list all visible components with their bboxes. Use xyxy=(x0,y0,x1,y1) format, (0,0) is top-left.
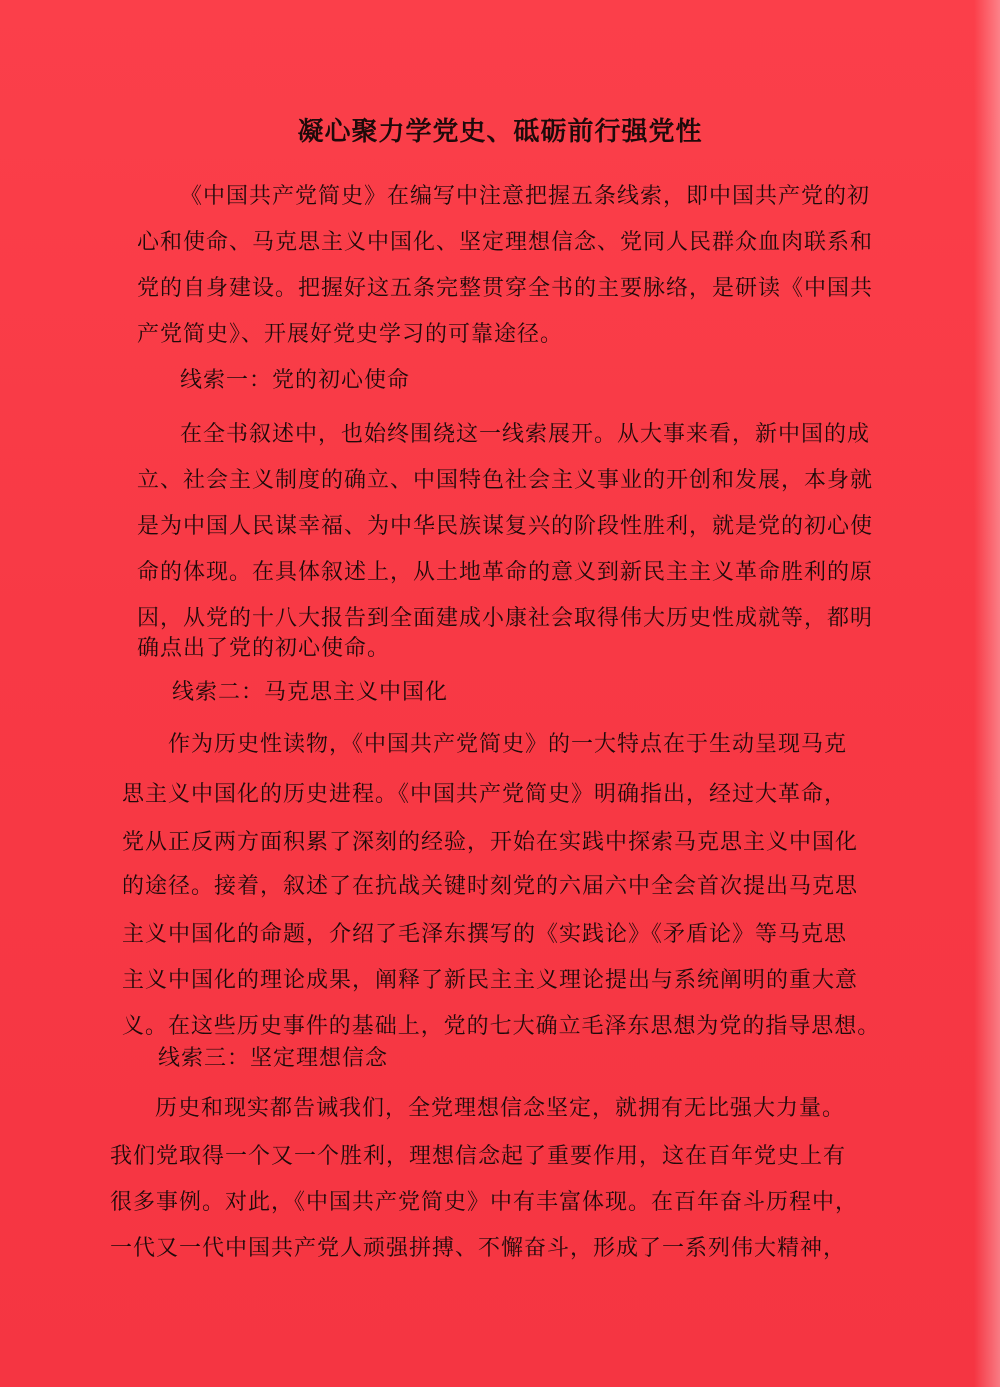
text-line: 因，从党的十八大报告到全面建成小康社会取得伟大历史性成就等，都明 xyxy=(137,606,874,631)
section-heading-clue-1: 线索一：党的初心使命 xyxy=(180,368,411,393)
text-line: 义。在这些历史事件的基础上，党的七大确立毛泽东思想为党的指导思想。 xyxy=(122,1014,881,1039)
text-line: 作为历史性读物，《中国共产党简史》的一大特点在于生动呈现马克 xyxy=(168,732,848,757)
text-line: 命的体现。在具体叙述上，从土地革命的意义到新民主主义革命胜利的原 xyxy=(137,560,874,585)
text-line: 确点出了党的初心使命。 xyxy=(137,636,391,661)
text-line: 的途径。接着，叙述了在抗战关键时刻党的六届六中全会首次提出马克思 xyxy=(122,874,859,899)
text-line: 是为中国人民谋幸福、为中华民族谋复兴的阶段性胜利，就是党的初心使 xyxy=(137,514,874,539)
text-line: 党从正反两方面积累了深刻的经验，开始在实践中探索马克思主义中国化 xyxy=(122,830,859,855)
text-line: 主义中国化的理论成果，阐释了新民主主义理论提出与系统阐明的重大意 xyxy=(122,968,859,993)
text-line: 在全书叙述中，也始终围绕这一线索展开。从大事来看，新中国的成 xyxy=(180,422,871,447)
text-line: 历史和现实都告诫我们，全党理想信念坚定，就拥有无比强大力量。 xyxy=(155,1096,846,1121)
text-line: 很多事例。对此，《中国共产党简史》中有丰富体现。在百年奋斗历程中， xyxy=(110,1190,859,1215)
document-title: 凝心聚力学党史、砥砺前行强党性 xyxy=(297,117,703,147)
text-line: 党的自身建设。把握好这五条完整贯穿全书的主要脉络，是研读《中国共 xyxy=(137,276,874,301)
text-line: 产党简史》、开展好党史学习的可靠途径。 xyxy=(137,322,564,347)
text-line: 心和使命、马克思主义中国化、坚定理想信念、党同人民群众血肉联系和 xyxy=(137,230,874,255)
text-line: 我们党取得一个又一个胜利，理想信念起了重要作用，这在百年党史上有 xyxy=(110,1144,847,1169)
section-heading-clue-2: 线索二：马克思主义中国化 xyxy=(172,680,449,705)
text-line: 一代又一代中国共产党人顽强拼搏、不懈奋斗，形成了一系列伟大精神， xyxy=(110,1236,847,1261)
text-line: 《中国共产党简史》在编写中注意把握五条线索，即中国共产党的初 xyxy=(180,184,871,209)
text-line: 立、社会主义制度的确立、中国特色社会主义事业的开创和发展，本身就 xyxy=(137,468,874,493)
text-line: 主义中国化的命题，介绍了毛泽东撰写的《实践论》《矛盾论》等马克思 xyxy=(122,922,848,947)
text-line: 思主义中国化的历史进程。《中国共产党简史》明确指出，经过大革命， xyxy=(122,782,848,807)
section-heading-clue-3: 线索三：坚定理想信念 xyxy=(158,1046,389,1071)
